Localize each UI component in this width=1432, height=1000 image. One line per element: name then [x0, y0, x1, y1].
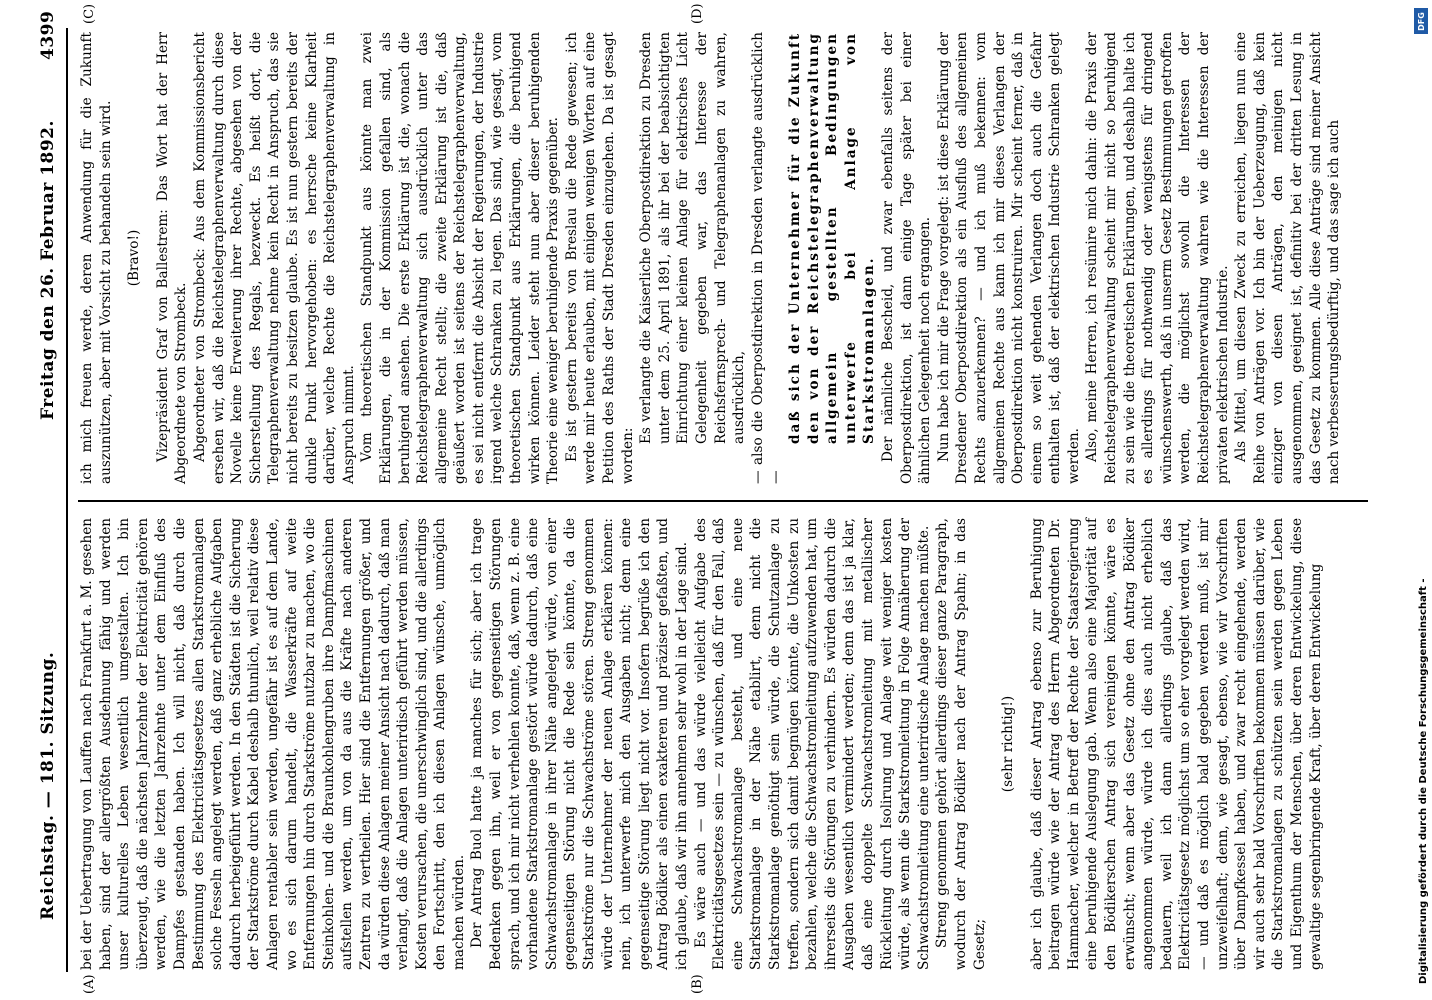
paragraph: ich mich freuen werde, deren Anwendung für die Zukunft auszunützen, aber mit Vorsicht zu behandeln sein wird. — [79, 32, 114, 484]
quotation: daß sich der Unternehmer für die Zukunft den von der Reichstelegraphenverwaltung allgemein gestellten Bedingungen unterwerfe bei Anlage von Starkstromanlagen. — [786, 32, 878, 444]
interjection: (sehr richtig!) — [1000, 695, 1017, 793]
paragraph: Der Antrag Buol hatte ja manches für sich; aber ich trage Bedenken gegen ihn, weil er von gegenseitigen Störungen sprach, und ich mir nicht verhehlen konnte, daß, wenn z. B. eine vorhandene Starkstromanlage gestört würde dadurch, daß eine Schwachstromanlage in ihrer Nähe angelegt würde, von einer gegenseitigen Störung nicht die Rede sein könnte, da die Starkströme nur die Schwachströme stören. Streng genommen würde der Unternehmer der neuen Anlage erklären können: nein, ich unterwerfe mich den Ausgaben nicht; denn eine gegenseitige Störung liegt nicht vor. Insofern begrüße ich den Antrag Bödiker als einen exakteren und präziser gefaßten, und ich glaube, daß wir ihn annehmen sehr wohl in der Lage sind. — [469, 518, 690, 970]
paragraph: Vom theoretischen Standpunkt aus könnte man zwei Erklärungen, die in der Kommission gefallen sind, als beruhigend ansehen. Die erste Erklärung ist die, wonach die Reichstelegraphenverwaltung sich ausdrücklich unter das allgemeine Recht stellt; die zweite Erklärung ist die, daß geäußert worden ist seitens der Reichstelegraphenverwaltung, es sei nicht entfernt die Absicht der Regierungen, der Industrie irgend welche Schranken zu legen. Das sind, wie gesagt, vom theoretischen Standpunkt aus Erklärungen, die beruhigend wirken können. Leider steht nun aber dieser beruhigenden Theorie eine weniger beruhigende Praxis gegenüber. — [359, 32, 562, 484]
paragraph: Streng genommen gehört allerdings dieser ganze Paragraph, wodurch der Antrag Bödiker nach der Antrag Spahn; in das Gesetz; — [934, 518, 988, 970]
header-right: Freitag den 26. Februar 1892. — [38, 120, 58, 420]
header-rule — [66, 28, 68, 972]
header-left: Reichstag. — 181. Sitzung. — [38, 651, 58, 920]
paragraph: bei der Uebertragung von Lauffen nach Frankfurt a. M. gesehen haben, sind der allergrößten Ausdehnung fähig und werden unser kulturelles Leben wesentlich umgestalten. Ich bin überzeugt, daß die nächsten Jahrzehnte der Elektricität gehören werden, wie die letzten Jahrzehnte unter dem Einfluß des Dampfes gestanden haben. Ich will nicht, daß durch die Bestimmung des Elektricitätsgesetzes allen Starkstromanlagen solche Fesseln angelegt werden, daß ganz erhebliche Aufgaben dadurch herbeigeführt werden. In den Städten ist die Sicherung der Starkströme durch Kabel deshalb thunlich, weil relativ diese Anlagen rentabler sein werden, ungefähr ist es auf dem Lande, wo es sich darum handelt, die Wasserkräfte auf weite Entfernungen hin durch Starkströme nutzbar zu machen, wo die Steinkohlen- und die Braunkohlengruben ihre Dampfmaschinen aufstellen werden, um von da aus die Kräfte nach anderen Zentren zu vertheilen. Hier sind die Entfernungen größer, und da würden diese Anlagen meiner Ansicht nach dadurch, daß man verlangt, daß die Anlagen unterirdisch geführt werden müssen, Kosten verursachen, die unerschwinglich sind, und die allerdings den Fortschritt, den ich diesen Anlagen wünsche, unmöglich machen würden. — [79, 518, 467, 970]
paragraph: Also, meine Herren, ich resümire mich dahin: die Praxis der Reichstelegraphenverwaltung scheint mir nicht so beruhigend zu sein wie die theoretischen Erklärungen, und deshalb halte ich es allerdings für nothwendig oder wenigstens für dringend wünschenswerth, daß in unserm Gesetz Bestimmungen getroffen werden, die möglichst sowohl die Interessen der Reichstelegraphenverwaltung wahren wie die Interessen der privaten elektrischen Industrie. — [1084, 32, 1231, 484]
paragraph: Als Mittel, um diesen Zweck zu erreichen, liegen nun eine Reihe von Anträgen vor. Ich bin der Ueberzeugung, daß kein einziger von diesen Anträgen, den meinigen nicht ausgenommen, geeignet ist, definitiv bei der dritten Lesung in das Gesetz zu kommen. Alle diese Anträge sind meiner Ansicht nach verbesserungsbedürftig, und das sage ich auch — [1233, 32, 1343, 484]
margin-marker-d: (D) — [690, 3, 705, 24]
dfg-logo — [1414, 8, 1428, 34]
interjection: (Bravo!) — [126, 229, 143, 287]
paragraph: Der nämliche Bescheid, und zwar ebenfalls seitens der Oberpostdirektion, ist dann einige Tage später bei einer ähnlichen Gelegenheit noch ergangen. — [879, 32, 934, 484]
page-number: 4399 — [38, 10, 58, 60]
paragraph: Nun habe ich mir die Frage vorgelegt: ist diese Erklärung der Dresdener Oberpostdirektion als ein Ausfluß des allgemeinen Rechts anzuerkennen? — und ich muß bekennen: vom allgemeinen Rechte aus kann ich mir dieses Verlangen der Oberpostdirektion nicht konstruiren. Mir scheint ferner, daß in einem so weit gehenden Verlangen doch auch die Gefahr enthalten ist, daß der elektrischen Industrie Schranken gelegt werden. — [935, 32, 1082, 484]
column-divider — [78, 500, 1368, 502]
quotation: Es verlangte die Kaiserliche Oberpostdirektion zu Dresden unter dem 25. April 1891, als ihr bei der beabsichtigten Einrichtung einer kleinen Anlage für elektrisches Licht Gelegenheit gegeben war, das Interesse der Reichsfernsprech- und Telegraphenanlagen zu wahren, ausdrücklich, — [638, 32, 748, 444]
margin-marker-c: (C) — [82, 3, 97, 24]
margin-marker-b: (B) — [690, 974, 705, 994]
left-column — [78, 518, 1325, 970]
paragraph: Es wäre auch — und das würde vielleicht Aufgabe des Elektricitätsgesetzes sein — zu wünschen, daß für den Fall, daß eine Schwachstromanlage besteht, und eine neue Starkstromanlage in der Nähe etablirt, denn nicht die Starkstromanlage genöthigt sein würde, die Schutzanlage zu treffen, sondern sich damit begnügen könnte, die Unkosten zu bezahlen, welche die Schwachstromleitung aufzuwenden hat, um ihrerseits die Störungen zu verhindern. Es würden dadurch die Ausgaben wesentlich vermindert werden; denn das ist ja klar, daß eine doppelte Schwachstromleitung mit metallischer Rückleitung durch Isolirung und Anlage weit weniger kosten würde, als wenn die Starkstromleitung in Folge Annäherung der Schwachstromleitung eine unterirdische Anlage machen müßte. — [692, 518, 932, 970]
paragraph: Abgeordneter von Strombeck: Aus dem Kommissionsbericht ersehen wir, daß die Reichstelegraphenverwaltung durch diese Novelle keine Erweiterung ihrer Rechte, abgesehen von der Sicherstellung des Regals, bezweckt. Es heißt dort, die Telegraphenverwaltung nehme kein Recht in Anspruch, das sie nicht bereits zu besitzen glaube. Es ist nun gestern bereits der dunkle Punkt hervorgehoben: es herrsche keine Klarheit darüber, welche Rechte die Reichstelegraphenverwaltung in Anspruch nimmt. — [191, 32, 357, 484]
digitization-note: Digitalisierung gefördert durch die Deutsche Forschungsgemeinschaft - — [1418, 578, 1429, 984]
right-column — [78, 32, 1344, 484]
quotation-aside: — also die Oberpostdirektion in Dresden verlangte ausdrücklich — — [749, 32, 785, 484]
speaker-announcement: Vizepräsident Graf von Ballestrem: Das Wort hat der Herr Abgeordnete von Strombeck. — [154, 32, 190, 484]
paragraph: Es ist gestern bereits von Breslau die Rede gewesen; ich werde mir heute erlauben, mit einigen wenigen Worten auf eine Petition des Raths der Stadt Dresden einzugehen. Da ist gesagt worden: — [563, 32, 636, 484]
margin-marker-a: (A) — [82, 974, 97, 994]
paragraph: aber ich glaube, daß dieser Antrag ebenso zur Beruhigung beitragen würde wie der Antrag des Herrn Abgeordneten Dr. Hammacher, welcher in Betreff der Rechte der Staatsregierung eine beruhigende Auslegung gab. Wenn also eine Majorität auf den Bödikerschen Antrag sich vereinigen könnte, wäre es erwünscht; wenn aber das Gesetz ohne den Antrag Bödiker angenommen würde, würde ich dies auch nicht erheblich bedauern, weil ich dann allerdings glaube, daß das Elektricitätsgesetz möglichst um so eher vorgelegt werden wird, — und daß es möglich bald gegeben werden muß, ist mir unzweifelhaft; denn, wie gesagt, ebenso, wie wir Vorschriften über Dampfkessel haben, und zwar recht eingehende, werden wir auch sehr bald Vorschriften bekommen müssen darüber, wie die Starkstromanlagen zu schützen sein werden gegen Leben und Eigenthum der Menschen, über deren Entwickelung, diese gewaltige segenbringende Kraft, über deren Entwickelung — [1028, 518, 1324, 970]
dfg-logo-text: DFG — [1416, 11, 1426, 31]
